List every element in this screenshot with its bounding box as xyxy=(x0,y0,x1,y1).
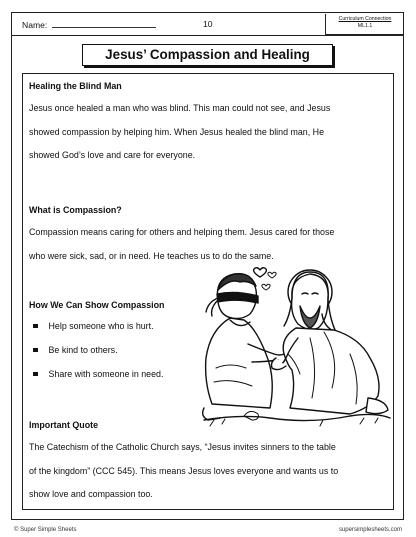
heading-quote: Important Quote xyxy=(29,420,99,430)
heading-healing: Healing the Blind Man xyxy=(29,81,122,91)
page-number: 10 xyxy=(203,19,213,29)
paragraph-quote xyxy=(29,441,391,512)
footer-website[interactable]: supersimplesheets.com xyxy=(338,527,402,533)
header-divider xyxy=(11,35,404,36)
jesus-healing-illustration xyxy=(200,258,393,432)
text-line: showed God’s love and care for everyone. xyxy=(29,150,196,160)
name-field[interactable] xyxy=(22,19,156,30)
bullet-square-icon xyxy=(33,348,38,353)
text-line: The Catechism of the Catholic Church says, “Jesus invites sinners to the table xyxy=(29,442,336,452)
paragraph-healing xyxy=(29,102,391,173)
bullet-square-icon xyxy=(33,324,38,329)
curriculum-title: Curriculum Connection xyxy=(338,16,392,22)
text-line: of the kingdom” (CCC 545). This means Jesus loves everyone and wants us to xyxy=(29,465,339,476)
name-line[interactable] xyxy=(52,19,156,28)
bullet-item xyxy=(33,321,154,331)
bullet-text: Be kind to others. xyxy=(48,345,118,355)
page-title: Jesus’ Compassion and Healing xyxy=(82,44,333,66)
bullet-text: Share with someone in need. xyxy=(48,369,164,379)
text-line: who were sick, sad, or in need. He teaches us to do the same. xyxy=(29,250,274,261)
curriculum-box xyxy=(325,14,404,35)
text-line: show love and compassion too. xyxy=(29,489,153,499)
curriculum-code: ML1.1 xyxy=(357,23,373,29)
text-line: Jesus once healed a man who was blind. This man could not see, and Jesus xyxy=(29,103,331,113)
bullet-item xyxy=(33,369,163,379)
heading-compassion: What is Compassion? xyxy=(29,205,122,215)
text-line: showed compassion by helping him. When Jesus healed the blind man, He xyxy=(29,126,325,137)
bullet-square-icon xyxy=(33,372,38,377)
footer-copyright: © Super Simple Sheets xyxy=(14,527,77,533)
heading-show-compassion: How We Can Show Compassion xyxy=(29,300,165,310)
bullet-text: Help someone who is hurt. xyxy=(48,321,154,331)
bullet-item xyxy=(33,345,118,355)
name-label: Name: xyxy=(22,20,48,30)
text-line: Compassion means caring for others and helping them. Jesus cared for those xyxy=(29,227,335,237)
